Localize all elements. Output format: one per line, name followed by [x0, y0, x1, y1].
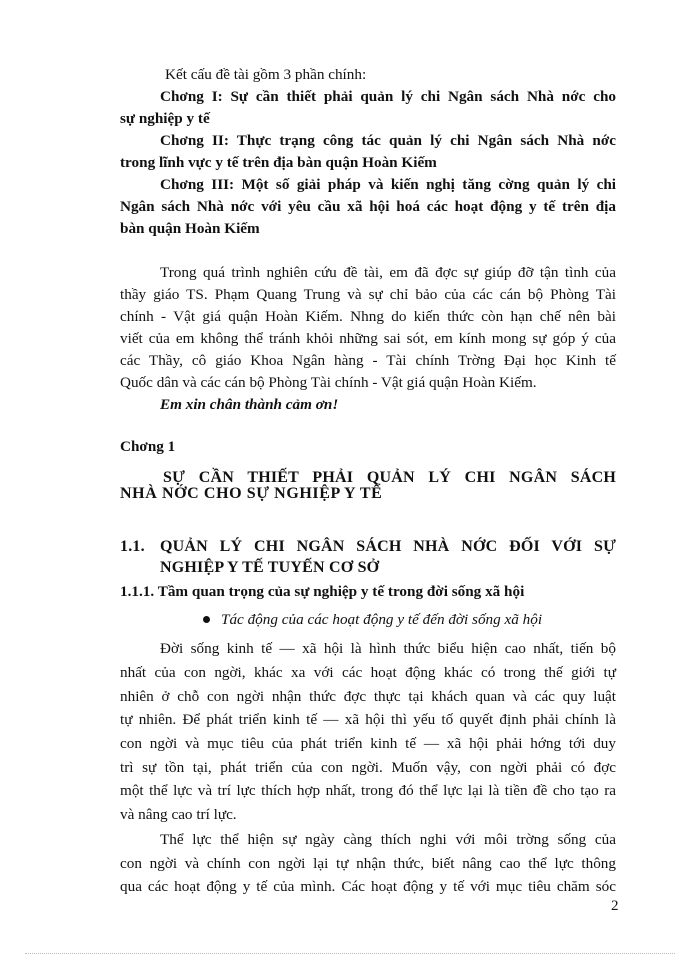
- para2-line-1: Thể lực thể hiện sự ngày càng thích nghi với môi trờng sống của: [160, 831, 616, 848]
- chapter-title-line-2: NHÀ NỚC CHO SỰ NGHIỆP Y TẾ: [120, 485, 383, 502]
- ack-line-1: Trong quá trình nghiên cứu đề tài, em đã đợc sự giúp đỡ tận tình của: [160, 264, 616, 281]
- page-bottom-divider: [25, 953, 675, 954]
- bullet-icon: [203, 616, 210, 623]
- para1-line-8: và nâng cao trí lực.: [120, 806, 237, 823]
- para1-line-6: trì sự tồn tại, phát triển của con ngời. Muốn vậy, con ngời phải có đợc: [120, 759, 616, 776]
- ack-line-6: Quốc dân và các cán bộ Phòng Tài chính - Vật giá quận Hoàn Kiếm.: [120, 374, 537, 391]
- section-1-1-1-title: 1.1.1. Tầm quan trọng của sự nghiệp y tế trong đời sống xã hội: [120, 583, 525, 600]
- para1-line-5: con ngời và mục tiêu của phát triển kinh tế — xã hội phải hớng tới duy: [120, 735, 616, 752]
- para1-line-7: một thể lực và trí lực thích hợp nhất, trong đó thể lực lại là tiền đề cho tạo ra: [120, 782, 616, 799]
- chapter-title-line-1: SỰ CẦN THIẾT PHẢI QUẢN LÝ CHI NGÂN SÁCH: [163, 469, 616, 486]
- ack-line-3: chính - Vật giá quận Hoàn Kiếm. Nhng do kiến thức còn hạn chế nên bài: [120, 308, 616, 325]
- section-1-1-number: 1.1.: [120, 538, 145, 555]
- chapter-3-summary-line-2: Ngân sách Nhà nớc với yêu cầu xã hội hoá các hoạt động y tế trên địa: [120, 198, 616, 215]
- chapter-2-summary-line-1: Chơng II: Thực trạng công tác quản lý chi Ngân sách Nhà nớc: [160, 132, 616, 149]
- chapter-label: Chơng 1: [120, 438, 176, 455]
- para2-line-3: qua các hoạt động y tế của mình. Các hoạt động y tế với mục tiêu chăm sóc: [120, 878, 616, 895]
- ack-line-4: viết của em không thể tránh khỏi những sai sót, em kính mong sự góp ý của: [120, 330, 616, 347]
- para1-line-3: nhiên ở chỗ con ngời nhận thức đợc thực tại khách quan và các quy luật: [120, 688, 616, 705]
- structure-intro: Kết cấu đề tài gồm 3 phần chính:: [165, 66, 367, 83]
- ack-line-2: thầy giáo TS. Phạm Quang Trung và sự chỉ bảo của các cán bộ Phòng Tài: [120, 286, 616, 303]
- para1-line-4: tự nhiên. Để phát triển kinh tế — xã hội thì yếu tố quyết định phải chính là: [120, 711, 616, 728]
- chapter-3-summary-line-1: Chơng III: Một số giải pháp và kiến nghị tăng cờng quản lý chi: [160, 176, 616, 193]
- chapter-3-summary-line-3: bàn quận Hoàn Kiếm: [120, 220, 260, 237]
- ack-line-5: các Thầy, cô giáo Khoa Ngân hàng - Tài chính Trờng Đại học Kinh tế: [120, 352, 616, 369]
- para2-line-2: con ngời và chính con ngời lại tự nhận thức, biết nâng cao thể lực thông: [120, 855, 616, 872]
- chapter-2-summary-line-2: trong lĩnh vực y tế trên địa bàn quận Hoàn Kiếm: [120, 154, 437, 171]
- bullet-heading: Tác động của các hoạt động y tế đến đời sống xã hội: [221, 611, 543, 628]
- ack-thanks: Em xin chân thành cảm ơn!: [160, 396, 339, 413]
- para1-line-1: Đời sống kinh tế — xã hội là hình thức biểu hiện cao nhất, tiến bộ: [160, 640, 616, 657]
- section-1-1-title-line-1: QUẢN LÝ CHI NGÂN SÁCH NHÀ NỚC ĐỐI VỚI SỰ: [160, 538, 616, 555]
- chapter-1-summary-line-2: sự nghiệp y tế: [120, 110, 210, 127]
- section-1-1-title-line-2: NGHIỆP Y TẾ TUYẾN CƠ SỞ: [160, 559, 380, 576]
- para1-line-2: nhất của con ngời, khác xa với các hoạt động khác có trong thế giới tự: [120, 664, 616, 681]
- page-number: 2: [611, 898, 619, 914]
- chapter-1-summary-line-1: Chơng I: Sự cần thiết phải quản lý chi Ngân sách Nhà nớc cho: [160, 88, 616, 105]
